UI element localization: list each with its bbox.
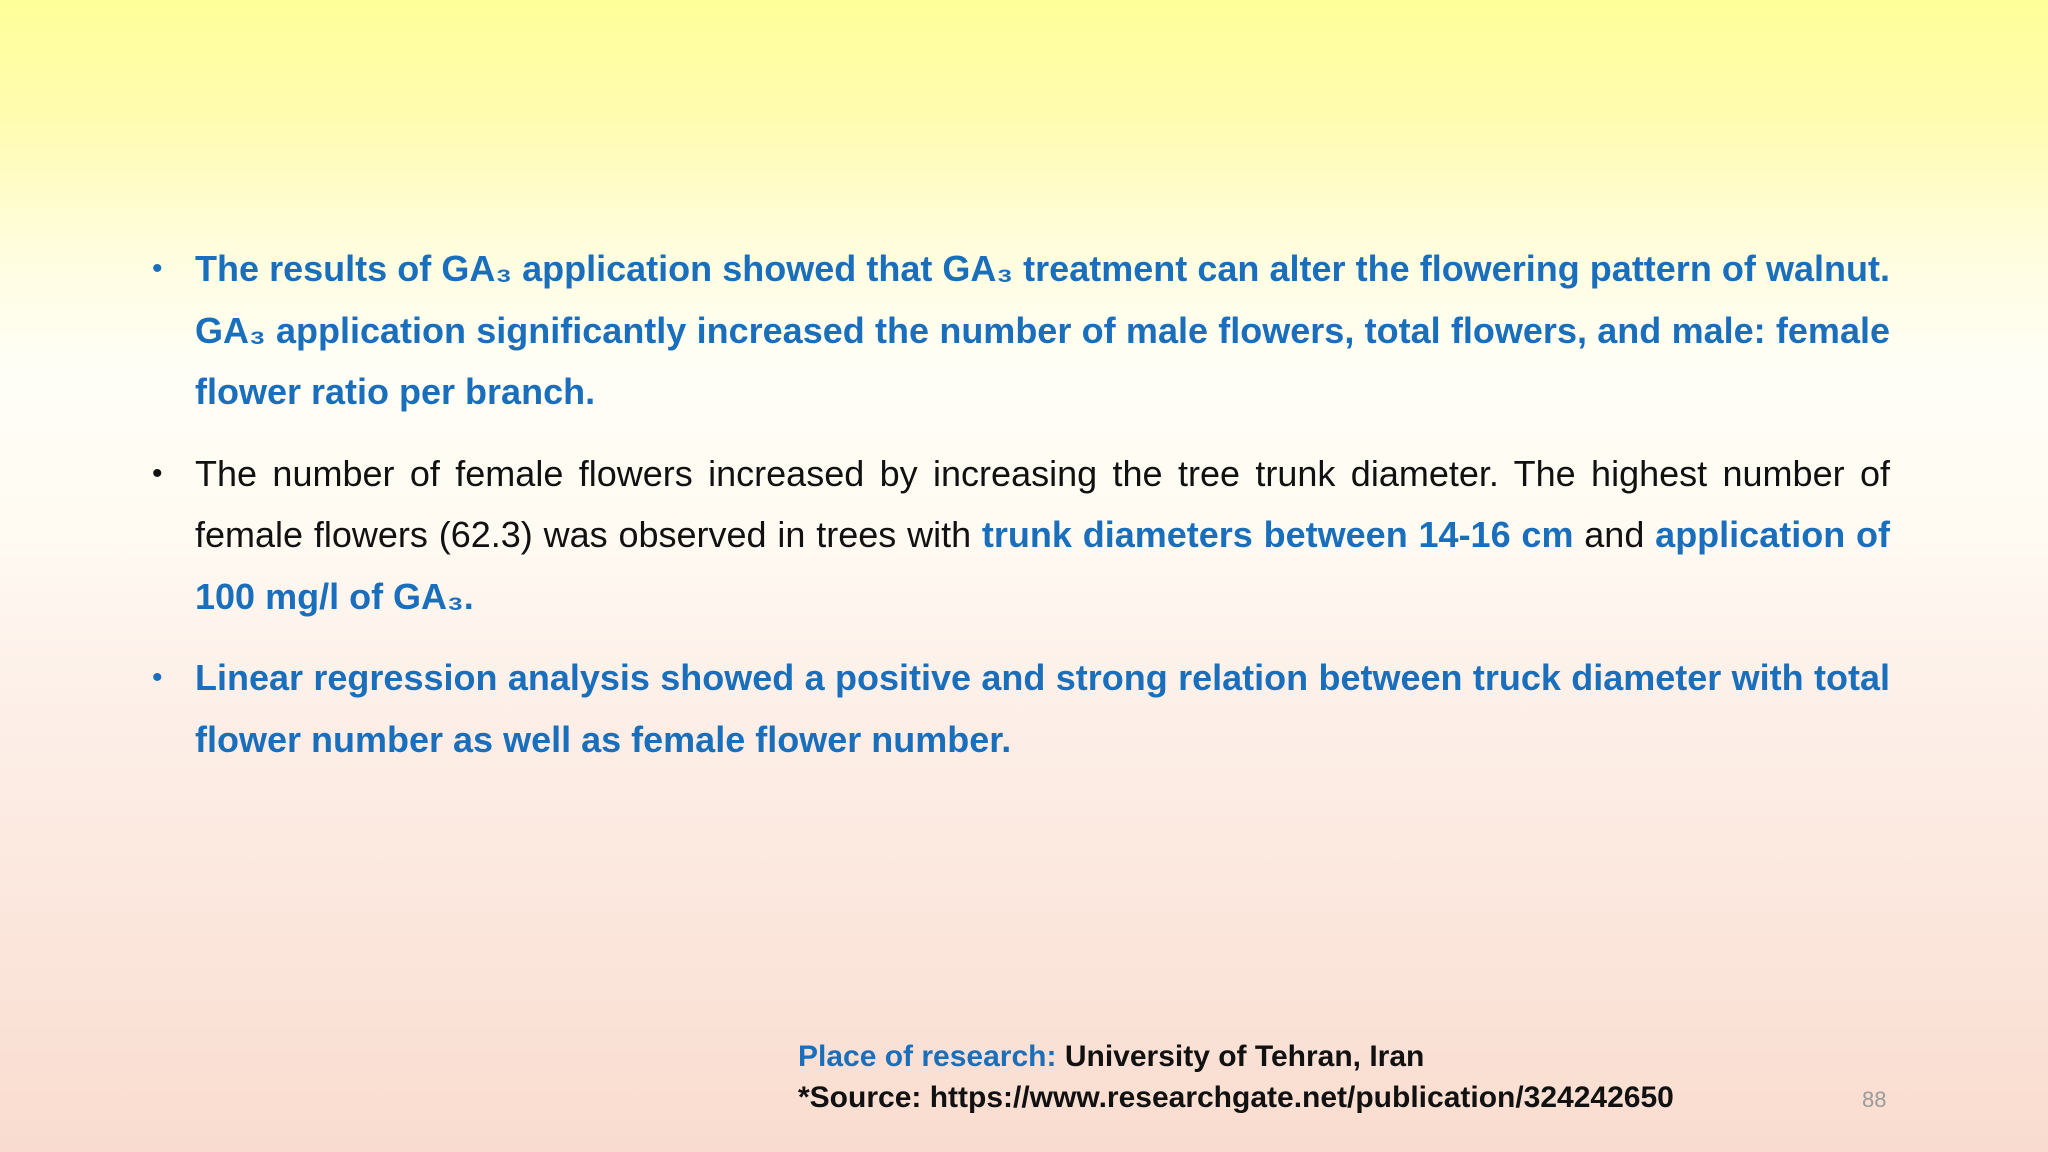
place-of-research-value: University of Tehran, Iran bbox=[1064, 1040, 1425, 1073]
bullet-3-text: Linear regression analysis showed a positive and strong relation between truck diameter with total flower number as well as female flower number. bbox=[195, 657, 1890, 760]
bullet-item-3 bbox=[150, 647, 1890, 770]
place-of-research-line bbox=[798, 1036, 1674, 1077]
bullet-2-text-part-1: The number of female flowers increased by increasing the tree trunk diameter. The highest number of female flowers (62.3) was observed in trees with bbox=[195, 452, 1890, 555]
bullet-marker-3: • bbox=[152, 661, 163, 694]
bullet-2-text-part-2: and bbox=[1573, 514, 1656, 555]
bullet-marker-1: • bbox=[152, 252, 163, 285]
page-number: 88 bbox=[1862, 1087, 1887, 1112]
bullet-2-highlight-trunk-diameter: trunk diameters between 14-16 cm bbox=[981, 514, 1574, 555]
bullet-2-highlight-ga3-dose: application of 100 mg/l of GA₃. bbox=[195, 514, 1890, 617]
bullet-1-text: The results of GA₃ application showed that GA₃ treatment can alter the flowering pattern of walnut. GA₃ application significantly increased the number of male flowers, total flowers, and male: female flower ratio per branch. bbox=[195, 248, 1890, 412]
source-citation: *Source: https://www.researchgate.net/publication/324242650 bbox=[798, 1081, 1674, 1114]
bullet-marker-2: • bbox=[152, 456, 163, 490]
bullet-item-1 bbox=[150, 238, 1890, 423]
source-footer bbox=[798, 1036, 1674, 1118]
slide-body bbox=[150, 238, 1890, 790]
bullet-item-2 bbox=[150, 443, 1890, 628]
place-of-research-label: Place of research: bbox=[798, 1040, 1057, 1073]
